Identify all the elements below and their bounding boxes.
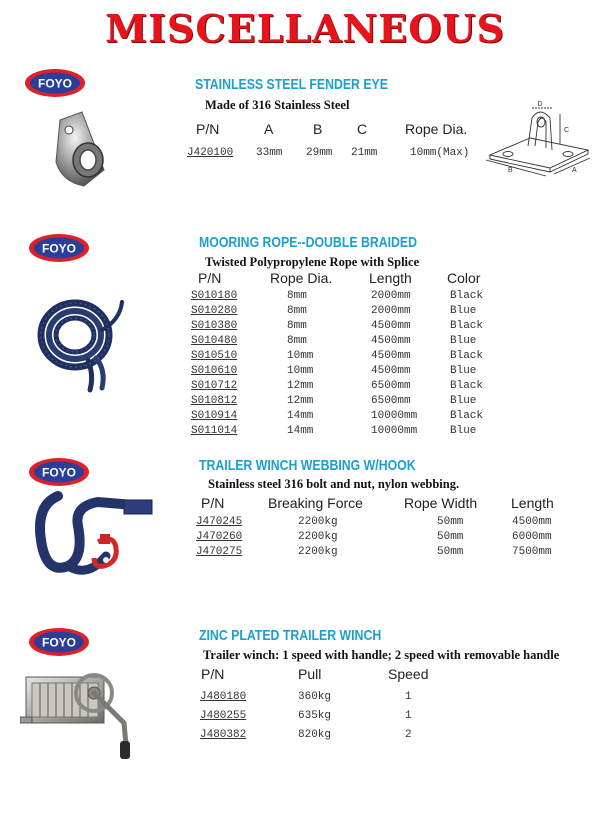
table-cell-pn: S010380 [191, 320, 238, 332]
table-cell: 14mm [287, 410, 314, 422]
table-cell-pn: J470275 [196, 546, 243, 558]
table-cell: 8mm [287, 335, 307, 347]
rope-dia-column [287, 289, 313, 439]
table-cell: 50mm [437, 531, 464, 543]
table-cell: 2200kg [298, 546, 338, 558]
table-cell: Black [450, 290, 484, 302]
page-title: MISCELLANEOUS [105, 6, 505, 51]
table-cell: 4500mm [371, 350, 411, 362]
diagram-label-d: D [537, 101, 543, 108]
col-header-pn: P/N [201, 495, 225, 511]
pn-column [196, 515, 242, 560]
diagram-label-a: A [572, 167, 577, 174]
table-cell-pn: S010812 [191, 395, 238, 407]
col-header-b: B [313, 121, 323, 137]
rope-width-column [437, 515, 463, 560]
table-cell: 10mm(Max) [410, 147, 470, 159]
col-header-speed: Speed [388, 666, 429, 682]
table-cell-pn: S010480 [191, 335, 238, 347]
table-cell: 14mm [287, 425, 314, 437]
table-cell: 7500mm [512, 546, 552, 558]
col-header-rope-dia: Rope Dia. [405, 121, 468, 137]
col-header-pn: P/N [198, 270, 222, 286]
table-cell: 10mm [287, 365, 314, 377]
table-cell: 4500mm [371, 335, 411, 347]
table-cell: 820kg [298, 729, 332, 741]
table-cell: 12mm [287, 395, 314, 407]
table-cell: 2200kg [298, 516, 338, 528]
table-cell: 6500mm [371, 380, 411, 392]
table-cell-pn: S010280 [191, 305, 238, 317]
table-cell: Blue [450, 425, 477, 437]
table-cell-pn: S010712 [191, 380, 238, 392]
table-cell-pn: J470245 [196, 516, 243, 528]
diagram-label-c: C [564, 127, 570, 134]
col-header-length: Length [511, 495, 554, 511]
length-column [371, 289, 417, 439]
section-subtitle: Stainless steel 316 bolt and nut, nylon webbing. [208, 477, 460, 491]
col-header-pull: Pull [298, 666, 322, 682]
table-cell: Blue [450, 395, 477, 407]
table-cell-pn: J480382 [200, 729, 247, 741]
breaking-force-column [298, 515, 338, 560]
col-header-length: Length [369, 270, 412, 286]
col-header-breaking-force: Breaking Force [268, 495, 363, 511]
table-cell-pn: J420100 [187, 147, 234, 159]
table-cell: Black [450, 350, 484, 362]
table-cell: Blue [450, 335, 477, 347]
table-cell-pn: S010180 [191, 290, 238, 302]
table-cell: 8mm [287, 290, 307, 302]
table-cell-pn: S010510 [191, 350, 238, 362]
length-column [512, 515, 552, 560]
table-cell: 21mm [351, 147, 378, 159]
table-cell: 8mm [287, 305, 307, 317]
diagram-label-b: B [508, 167, 513, 174]
section-subtitle: Trailer winch: 1 speed with handle; 2 speed with removable handle [203, 648, 560, 662]
section-title: MOORING ROPE--DOUBLE BRAIDED [199, 234, 417, 251]
table-cell: 4500mm [512, 516, 552, 528]
section-title: ZINC PLATED TRAILER WINCH [199, 627, 382, 644]
pn-column [191, 289, 237, 439]
mooring-rope-photo [30, 290, 130, 400]
foyo-logo [28, 457, 90, 487]
table-cell: 635kg [298, 710, 332, 722]
foyo-logo [24, 68, 86, 98]
logo-text: FOYO [41, 635, 77, 650]
pn-column [200, 688, 246, 745]
table-cell: 360kg [298, 691, 332, 703]
pull-column [298, 688, 331, 745]
section-subtitle: Twisted Polypropylene Rope with Splice [205, 255, 420, 269]
foyo-logo [28, 627, 90, 657]
table-cell: 2000mm [371, 290, 411, 302]
table-cell: Black [450, 320, 484, 332]
col-header-rope-dia: Rope Dia. [270, 270, 333, 286]
col-header-pn: P/N [196, 121, 220, 137]
table-cell: 29mm [306, 147, 333, 159]
table-cell: 2000mm [371, 305, 411, 317]
fender-eye-photo [42, 110, 122, 190]
table-cell: Black [450, 410, 484, 422]
col-header-rope-width: Rope Width [404, 495, 478, 511]
table-cell: 50mm [437, 516, 464, 528]
col-header-c: C [357, 121, 368, 137]
table-cell-pn: J470260 [196, 531, 243, 543]
table-cell: 10mm [287, 350, 314, 362]
table-cell-pn: J480180 [200, 691, 247, 703]
section-subtitle: Made of 316 Stainless Steel [205, 98, 350, 112]
table-cell-pn: S010914 [191, 410, 238, 422]
table-cell: 6000mm [512, 531, 552, 543]
table-cell: 50mm [437, 546, 464, 558]
table-cell: Blue [450, 365, 477, 377]
table-cell: 1 [405, 691, 412, 703]
color-column [450, 289, 483, 439]
table-cell-pn: J480255 [200, 710, 247, 722]
logo-text: FOYO [41, 465, 77, 480]
table-cell-pn: S010610 [191, 365, 238, 377]
table-cell: 1 [405, 710, 412, 722]
table-cell: 4500mm [371, 320, 411, 332]
trailer-winch-photo [20, 665, 145, 765]
table-cell: 12mm [287, 380, 314, 392]
table-cell: 8mm [287, 320, 307, 332]
section-title: STAINLESS STEEL FENDER EYE [195, 76, 388, 93]
table-cell: 6500mm [371, 395, 411, 407]
table-cell: 33mm [256, 147, 283, 159]
logo-text: FOYO [37, 76, 73, 91]
table-cell: 10000mm [371, 410, 418, 422]
table-cell: Blue [450, 305, 477, 317]
logo-text: FOYO [41, 241, 77, 256]
fender-eye-diagram [480, 100, 595, 180]
table-cell: 4500mm [371, 365, 411, 377]
table-cell: 10000mm [371, 425, 418, 437]
col-header-color: Color [447, 270, 481, 286]
col-header-a: A [264, 121, 274, 137]
table-cell: 2 [405, 729, 412, 741]
table-cell: 2200kg [298, 531, 338, 543]
speed-column [405, 688, 412, 745]
winch-webbing-photo [28, 486, 168, 596]
col-header-pn: P/N [201, 666, 225, 682]
table-cell: Black [450, 380, 484, 392]
table-cell-pn: S011014 [191, 425, 238, 437]
section-title: TRAILER WINCH WEBBING W/HOOK [199, 457, 416, 474]
foyo-logo [28, 233, 90, 263]
